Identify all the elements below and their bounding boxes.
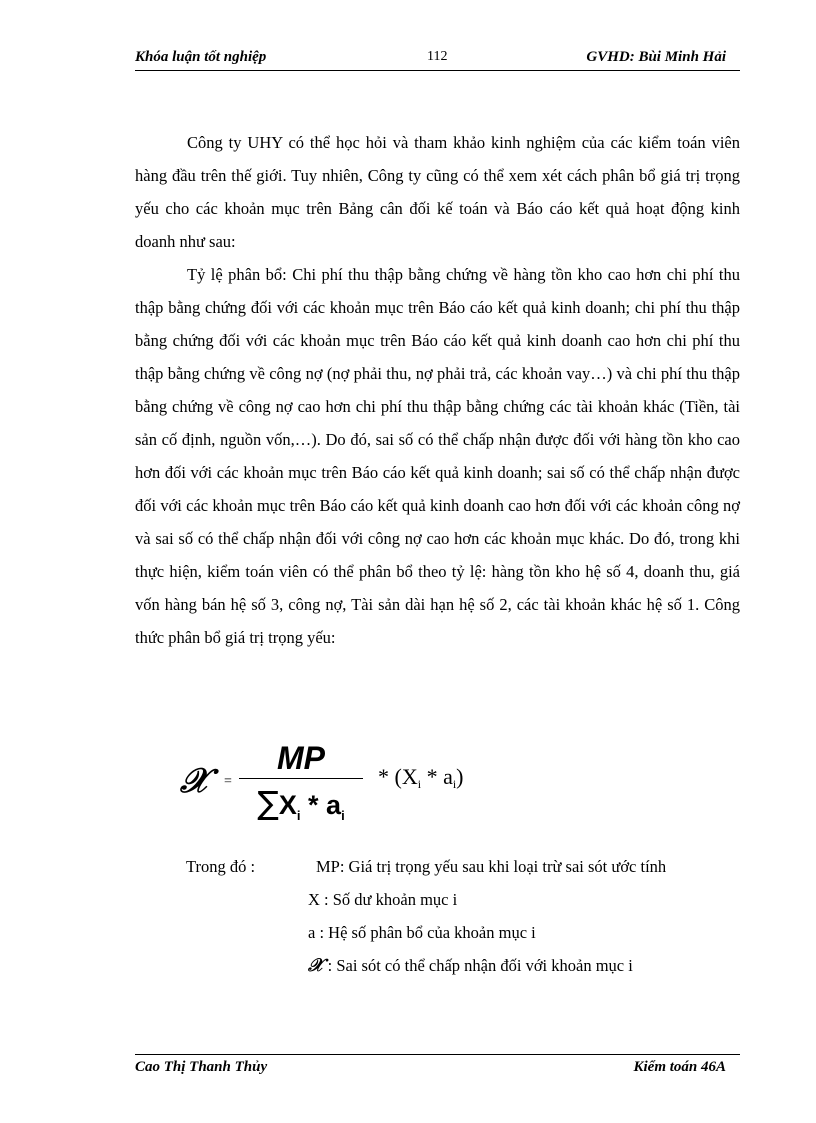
formula-rhs: * $(X_i * a_i)$	[378, 764, 464, 791]
legend-label: Trong đó :	[186, 857, 256, 876]
header-thesis-title: Khóa luận tốt nghiệp	[135, 49, 267, 65]
legend-row	[186, 850, 746, 883]
paragraph-2: Tỷ lệ phân bổ: Chi phí thu thập bằng chứng về hàng tồn kho cao hơn chi phí thu thập bằng chứng đối với các khoản mục trên Báo cáo kết quả kinh doanh; chi phí thu thập bằng chứng đối với các khoản mục trên Báo cáo kết quả kinh doanh cao hơn chi phí thu thập bằng chứng về công nợ (nợ phải thu, nợ phải trả, các khoản vay…) và chi phí thu thập bằng chứng về công nợ cao hơn chi phí thu thập bằng chứng các tài khoản khác (Tiền, tài sản cố định, nguồn vốn,…). Do đó, sai số có thể chấp nhận được đối với hàng tồn kho cao hơn đối với các khoản mục trên Báo cáo kết quả kinh doanh; sai số có thể chấp nhận được đối với các khoản mục trên Báo cáo kết quả kinh doanh cao hơn đối với các khoản công nợ và sai số có thể chấp nhận đối với công nợ cao hơn các khoản mục khác. Do đó, trong khi thực hiện, kiểm toán viên có thể phân bổ theo tỷ lệ: hàng tồn kho hệ số 4, doanh thu, giá vốn hàng bán hệ số 3, công nợ, Tài sản dài hạn hệ số 2, các tài khoản khác hệ số 1. Công thức phân bổ giá trị trọng yếu:	[135, 265, 740, 647]
legend-item-mp: MP: Giá trị trọng yếu sau khi loại trừ sai sót ước tính	[316, 857, 667, 876]
allocation-formula	[180, 738, 500, 838]
page-number: 112	[427, 49, 448, 64]
formula-lhs-symbol: 𝒳	[180, 763, 210, 800]
sum-symbol: ∑	[257, 784, 279, 822]
legend-item-x: X : Số dư khoản mục i	[308, 890, 458, 909]
formula-denominator: $\sum X_i * a_i$	[257, 784, 345, 823]
page-header	[135, 48, 740, 71]
footer-author: Cao Thị Thanh Thủy	[135, 1059, 268, 1075]
legend-row	[186, 916, 746, 949]
tolerable-error-symbol: 𝒳	[308, 955, 324, 975]
legend-item-tolerable-error: 𝒳 : Sai sót có thể chấp nhận đối với khoản mục i	[308, 955, 633, 975]
legend-item-a: a : Hệ số phân bổ của khoản mục i	[308, 923, 536, 942]
paragraph-1: Công ty UHY có thể học hỏi và tham khảo kinh nghiệm của các kiểm toán viên hàng đầu trên thế giới. Tuy nhiên, Công ty cũng có thể xem xét cách phân bổ giá trị trọng yếu cho các khoản mục trên Bảng cân đối kế toán và Báo cáo kết quả hoạt động kinh doanh như sau:	[135, 133, 740, 251]
formula-legend	[186, 850, 746, 982]
formula-equals: =	[224, 774, 232, 789]
body-text	[135, 126, 740, 654]
formula-fraction	[235, 738, 367, 827]
footer-class: Kiểm toán 46A	[633, 1059, 726, 1075]
legend-row	[186, 949, 746, 982]
legend-row	[186, 883, 746, 916]
page-footer	[135, 1054, 740, 1077]
header-supervisor: GVHD: Bùi Minh Hải	[586, 49, 726, 65]
formula-numerator: MP	[277, 740, 325, 776]
